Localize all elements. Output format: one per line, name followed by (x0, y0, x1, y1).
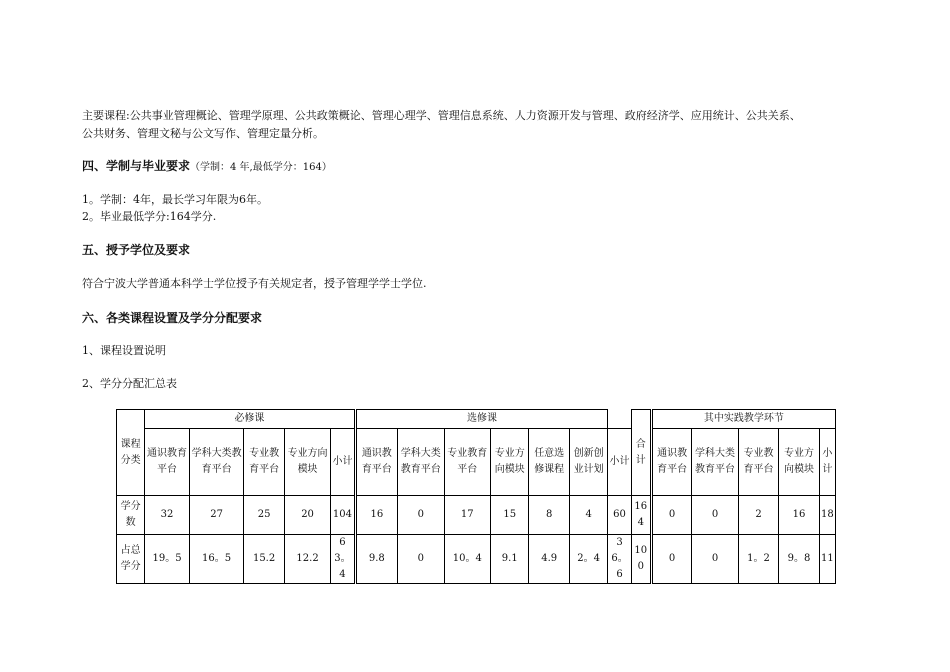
table-cell: 0 (692, 535, 739, 584)
col-header: 通识教育平台 (651, 429, 691, 496)
elective-group-blank (608, 410, 631, 429)
table-cell: 9.8 (355, 535, 397, 584)
table-cell: 0 (651, 535, 691, 584)
section-4-heading (82, 158, 332, 176)
table-cell: 164 (631, 496, 651, 535)
table-cell: 18 (819, 496, 835, 535)
table-cell: 15 (491, 496, 529, 535)
table-group-header-row (117, 410, 836, 429)
elective-group-header: 选修课 (355, 410, 608, 429)
practice-group-header: 其中实践教学环节 (651, 410, 835, 429)
col-header: 创新创业计划 (569, 429, 607, 496)
table-cell: 25 (244, 496, 284, 535)
table-cell: 63。4 (331, 535, 355, 584)
section-4-item-1: 1。学制：4年，最长学习年限为6年。 (82, 193, 268, 206)
table-cell: 60 (608, 496, 631, 535)
table-cell: 2 (738, 496, 778, 535)
table-cell: 100 (631, 535, 651, 584)
table-cell: 0 (692, 496, 739, 535)
table-cell: 36。6 (608, 535, 631, 584)
table-cell: 12.2 (284, 535, 331, 584)
col-header: 通识教育平台 (355, 429, 397, 496)
col-header: 专业方向模块 (491, 429, 529, 496)
table-cell: 19。5 (145, 535, 189, 584)
table-row (117, 535, 836, 584)
section-4-item-2: 2。毕业最低学分:164学分. (82, 210, 217, 223)
col-header: 学科大类教育平台 (692, 429, 739, 496)
section-6-item-2: 2、学分分配汇总表 (82, 377, 177, 390)
table-row (117, 496, 836, 535)
col-header: 专业教育平台 (244, 429, 284, 496)
section-5-text: 符合宁波大学普通本科学士学位授予有关规定者，授予管理学学士学位. (82, 277, 427, 290)
col-header: 小计 (331, 429, 355, 496)
table-cell: 17 (444, 496, 491, 535)
col-header: 小计 (608, 429, 631, 496)
table-cell: 8 (529, 496, 569, 535)
credit-distribution-table (116, 409, 836, 584)
col-header: 小计 (819, 429, 835, 496)
col-header: 专业教育平台 (738, 429, 778, 496)
col-header: 通识教育平台 (145, 429, 189, 496)
col-header: 专业方向模块 (284, 429, 331, 496)
main-courses-line-2: 公共财务、管理文秘与公文写作、管理定量分析。 (82, 127, 324, 140)
table-cell: 20 (284, 496, 331, 535)
col-header: 专业方向模块 (779, 429, 819, 496)
section-5-heading: 五、授予学位及要求 (82, 243, 191, 257)
table-cell: 4 (569, 496, 607, 535)
table-cell: 16。5 (189, 535, 244, 584)
table-cell: 10。4 (444, 535, 491, 584)
table-cell: 32 (145, 496, 189, 535)
col-header: 专业教育平台 (444, 429, 491, 496)
table-cell: 16 (779, 496, 819, 535)
col-header: 学科大类教育平台 (398, 429, 445, 496)
section-6-heading: 六、各类课程设置及学分分配要求 (82, 311, 263, 325)
table-cell: 0 (398, 496, 445, 535)
table-cell: 0 (398, 535, 445, 584)
table-cell: 27 (189, 496, 244, 535)
table-cell: 0 (651, 496, 691, 535)
section-4-note: （学制：4 年,最低学分：164） (190, 162, 332, 173)
section-6-item-1: 1、课程设置说明 (82, 344, 166, 357)
col-header: 学科大类教育平台 (189, 429, 244, 496)
table-subheader-row (117, 429, 836, 496)
col-header: 任意选修课程 (529, 429, 569, 496)
table-cell: 104 (331, 496, 355, 535)
row-label: 占总学分 (117, 535, 145, 584)
table-cell: 2。4 (569, 535, 607, 584)
table-cell: 16 (355, 496, 397, 535)
row-header-cell: 课程分类 (117, 410, 145, 496)
table-cell: 15.2 (244, 535, 284, 584)
table-cell: 9.1 (491, 535, 529, 584)
table-cell: 1。2 (738, 535, 778, 584)
section-4-title: 四、学制与毕业要求 (82, 159, 191, 173)
total-header: 合计 (631, 410, 651, 496)
required-group-header: 必修课 (145, 410, 355, 429)
table-cell: 9。8 (779, 535, 819, 584)
main-courses-line-1: 主要课程:公共事业管理概论、管理学原理、公共政策概论、管理心理学、管理信息系统、人力资源开发与管理、政府经济学、应用统计、公共关系、 (82, 109, 801, 122)
table-cell: 11 (819, 535, 835, 584)
row-label: 学分数 (117, 496, 145, 535)
table-cell: 4.9 (529, 535, 569, 584)
